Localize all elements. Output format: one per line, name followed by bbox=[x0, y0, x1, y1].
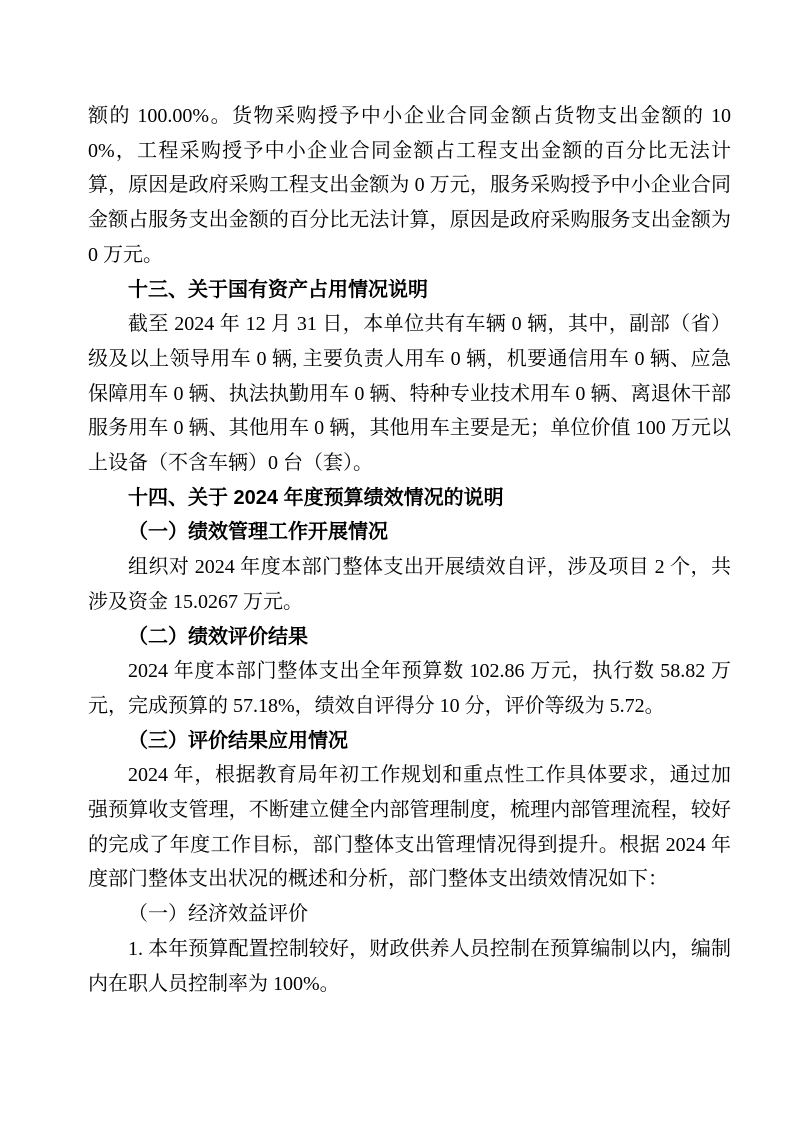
heading-section-14-budget-performance: 十四、关于 2024 年度预算绩效情况的说明 bbox=[128, 486, 504, 509]
paragraph-economic-benefit-title: （一）经济效益评价 bbox=[128, 903, 308, 926]
paragraph-self-evaluation: 组织对 2024 年度本部门整体支出开展绩效自评，涉及项目 2 个，共涉及资金 15.0267 万元。 bbox=[88, 556, 731, 613]
paragraph-budget-execution-figures: 2024 年度本部门整体支出全年预算数 102.86 万元，执行数 58.82 万元，完成预算的 57.18%，绩效自评得分 10 分，评价等级为 5.72。 bbox=[88, 660, 731, 717]
subheading-3-results-application: （三）评价结果应用情况 bbox=[128, 729, 348, 752]
paragraph-state-assets-vehicles: 截至 2024 年 12 月 31 日，本单位共有车辆 0 辆，其中，副部（省）级及以上领导用车 0 辆, 主要负责人用车 0 辆，机要通信用车 0 辆、应急保障用车 0 辆、执法执勤用车 0 辆、特种专业技术用车 0 辆、离退休干部服务用车 0 辆、其他用车 0 辆，其他用车主要是无；单位价值 100 万元以上设备（不含车辆）0 台（套）。 bbox=[88, 313, 731, 475]
paragraph-procurement-continuation: 额的 100.00%。货物采购授予中小企业合同金额占货物支出金额的 100%，工程采购授予中小企业合同金额占工程支出金额的百分比无法计算，原因是政府采购工程支出金额为 0 万元，服务采购授予中小企业合同金额占服务支出金额的百分比无法计算，原因是政府采购服务支出金额为 0 万元。 bbox=[88, 105, 731, 266]
subheading-1-performance-management: （一）绩效管理工作开展情况 bbox=[128, 521, 388, 544]
subheading-2-evaluation-results: （二）绩效评价结果 bbox=[128, 625, 308, 648]
heading-section-13-state-assets: 十三、关于国有资产占用情况说明 bbox=[128, 278, 428, 301]
paragraph-results-application: 2024 年，根据教育局年初工作规划和重点性工作具体要求，通过加强预算收支管理，不断建立健全内部管理制度，梳理内部管理流程，较好的完成了年度工作目标，部门整体支出管理情况得到提升。根据 2024 年度部门整体支出状况的概述和分析，部门整体支出绩效情况如下： bbox=[88, 764, 731, 891]
paragraph-item-1-budget-control: 1. 本年预算配置控制较好，财政供养人员控制在预算编制以内，编制内在职人员控制率为 100%。 bbox=[88, 937, 731, 995]
